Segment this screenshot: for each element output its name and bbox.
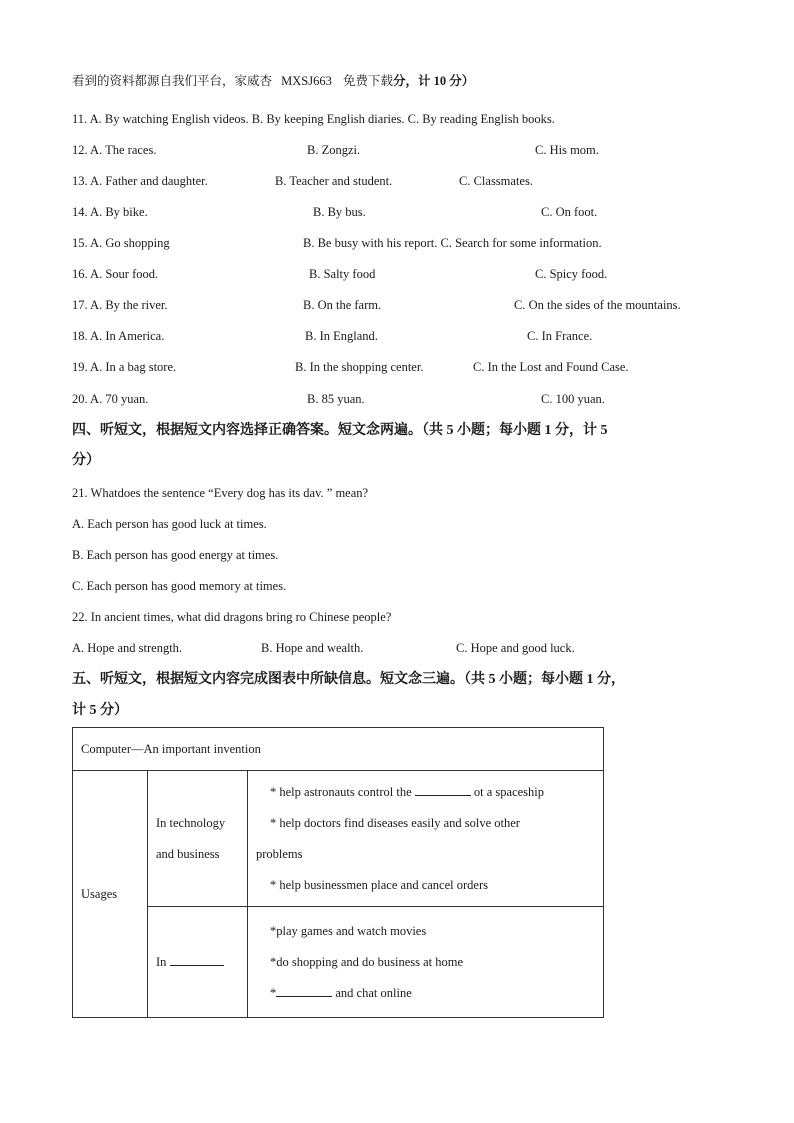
question-12-option-c: C. His mom.: [535, 143, 599, 157]
question-11-option-a: 11. A. By watching English videos. B. By keeping English diaries. C. By reading English books.: [72, 112, 555, 126]
tech-usage-2: * help doctors find diseases easily and solve other: [270, 815, 520, 830]
tech-usage-3: * help businessmen place and cancel orders: [270, 877, 488, 892]
header-text-d: 分，计 10 分）: [393, 74, 475, 88]
header-text-c: 免费下载: [342, 74, 393, 88]
question-18-option-c: C. In France.: [527, 329, 593, 343]
question-16-option-a: 16. A. Sour food.: [72, 267, 159, 281]
question-22-option-a: A. Hope and strength.: [72, 641, 183, 655]
question-19-option-c: C. In the Lost and Found Case.: [473, 360, 629, 374]
question-14-option-c: C. On foot.: [541, 205, 598, 219]
question-14-option-b: B. By bus.: [313, 205, 366, 219]
header-text-a: 看到的资料都源自我们平台，家威杏: [72, 74, 273, 88]
question-22: 22. In ancient times, what did dragons bring ro Chinese people?: [72, 610, 392, 624]
question-16-option-b: B. Salty food: [309, 267, 376, 281]
table-title-cell: [73, 728, 604, 771]
tech-usage-cell: [248, 771, 604, 907]
section-5-title-cont: 计 5 分）: [72, 703, 128, 718]
life-usage-1: *play games and watch movies: [270, 923, 427, 938]
tech-usage-2-cont: problems: [256, 846, 303, 861]
life-usage-3: [248, 978, 603, 1009]
question-21-option-b: B. Each person has good energy at times.: [72, 548, 279, 562]
question-17-option-b: B. On the farm.: [303, 298, 382, 312]
question-13-option-a: 13. A. Father and daughter.: [72, 174, 208, 188]
question-19-option-a: 19. A. In a bag store.: [72, 360, 177, 374]
answer-blank[interactable]: [170, 953, 224, 966]
usages-label: Usages: [81, 886, 118, 901]
life-usage-cell: [248, 907, 604, 1018]
answer-blank[interactable]: [415, 783, 471, 796]
usages-cell: [73, 771, 148, 1018]
question-18-option-b: B. In England.: [305, 329, 378, 343]
question-15-option-a: 15. A. Go shopping: [72, 236, 170, 250]
question-18-option-a: 18. A. In America.: [72, 329, 165, 343]
tech-usage-1-pre: * help astronauts control the: [270, 784, 412, 799]
question-16-option-c: C. Spicy food.: [535, 267, 608, 281]
life-usage-3-post: and chat online: [335, 985, 412, 1000]
life-usage-2: *do shopping and do business at home: [270, 954, 464, 969]
answer-blank[interactable]: [276, 984, 332, 997]
question-17-option-c: C. On the sides of the mountains.: [514, 298, 681, 312]
life-label-cell: [148, 907, 248, 1018]
header-code: MXSJ663: [281, 74, 332, 88]
question-21-option-c: C. Each person has good memory at times.: [72, 579, 287, 593]
question-21-option-a: A. Each person has good luck at times.: [72, 517, 267, 531]
tech-label-line-2: and business: [156, 846, 220, 861]
life-usage-3-pre: *: [270, 985, 277, 1000]
tech-usage-1-post: ot a spaceship: [473, 784, 545, 799]
header-notice: [72, 73, 474, 89]
question-22-option-c: C. Hope and good luck.: [456, 641, 575, 655]
question-20-option-c: C. 100 yuan.: [541, 392, 605, 406]
tech-label-line-1: In technology: [156, 815, 226, 830]
question-12-option-b: B. Zongzi.: [307, 143, 361, 157]
table-title: Computer—An important invention: [81, 741, 261, 756]
question-14-option-a: 14. A. By bike.: [72, 205, 148, 219]
question-15-option-b: B. Be busy with his report. C. Search for some information.: [303, 236, 602, 250]
tech-usage-1: [248, 777, 603, 808]
life-label: [148, 947, 247, 978]
question-20-option-b: B. 85 yuan.: [307, 392, 365, 406]
section-4-title: 四、听短文，根据短文内容选择正确答案。短文念两遍。（共 5 小题；每小题 1 分，计 5: [72, 423, 608, 438]
question-22-option-b: B. Hope and wealth.: [261, 641, 364, 655]
computer-info-table: [72, 727, 604, 1018]
section-5-title: 五、听短文，根据短文内容完成图表中所缺信息。短文念三遍。（共 5 小题；每小题 1 分，: [72, 672, 625, 687]
question-12-option-a: 12. A. The races.: [72, 143, 157, 157]
life-label-in: In: [156, 954, 167, 969]
question-21: 21. Whatdoes the sentence “Every dog has its dav. ” mean?: [72, 486, 369, 500]
tech-label-cell: [148, 771, 248, 907]
question-13-option-c: C. Classmates.: [459, 174, 533, 188]
section-4-title-cont: 分）: [72, 453, 100, 468]
question-19-option-b: B. In the shopping center.: [295, 360, 424, 374]
question-17-option-a: 17. A. By the river.: [72, 298, 168, 312]
question-13-option-b: B. Teacher and student.: [275, 174, 393, 188]
question-20-option-a: 20. A. 70 yuan.: [72, 392, 149, 406]
